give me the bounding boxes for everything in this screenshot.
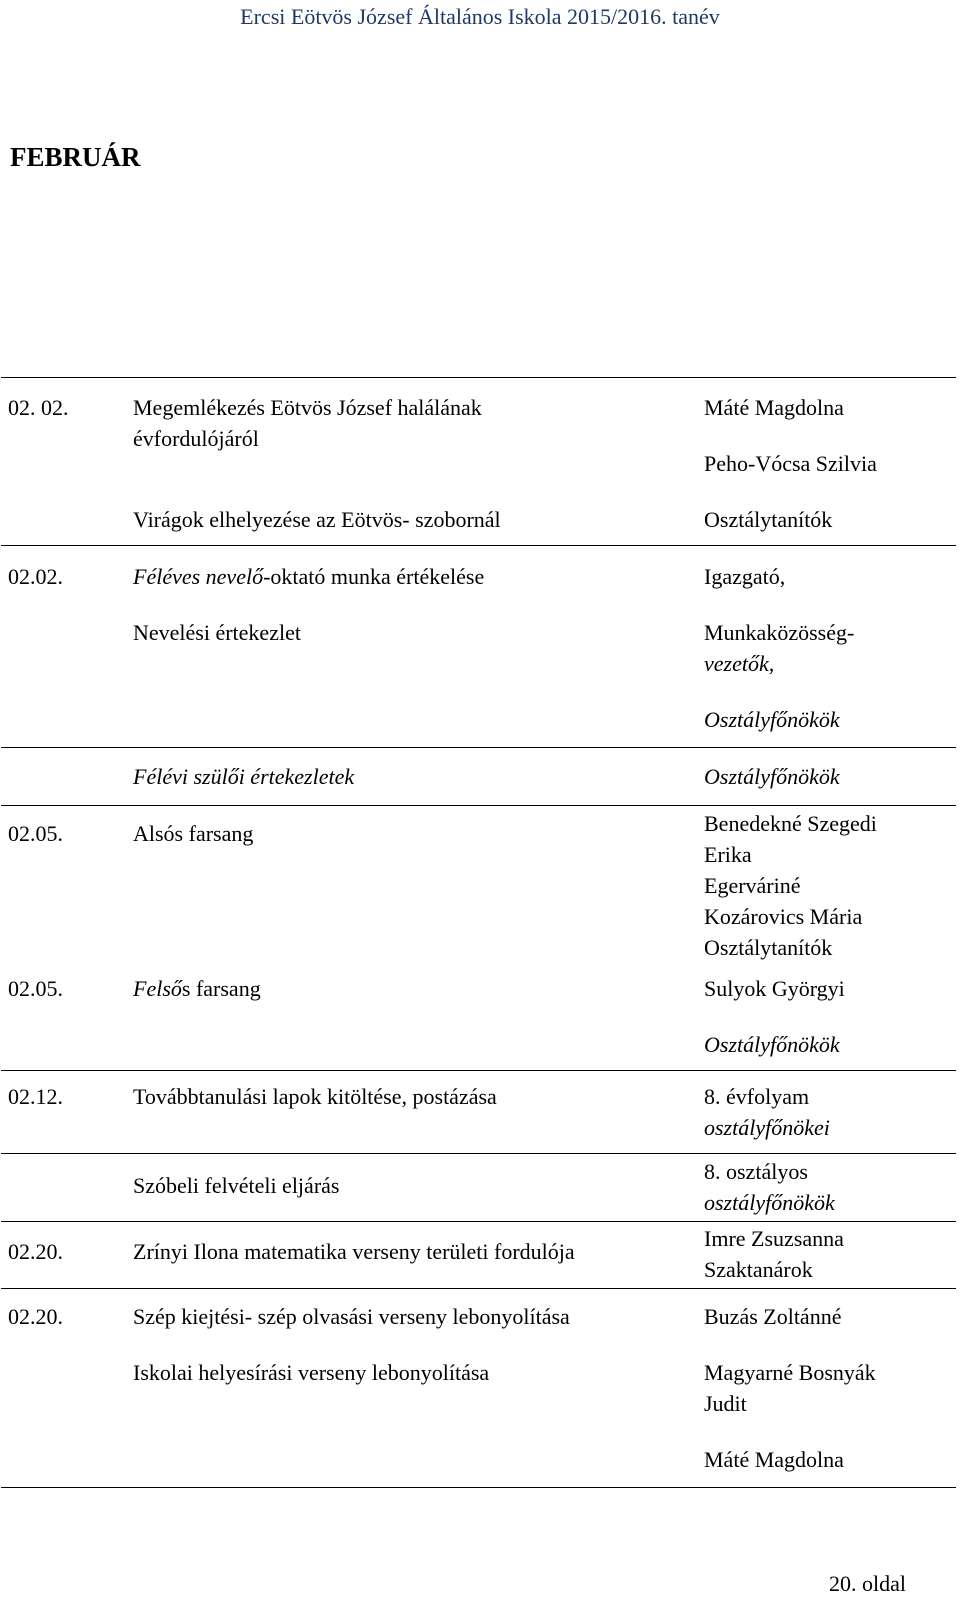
table-row — [1, 1222, 956, 1289]
date-cell — [1, 1289, 123, 1488]
event-text: Zrínyi Ilona matematika verseny területi fordulója — [133, 1239, 575, 1264]
date-cell — [1, 1071, 123, 1154]
date-cell — [1, 963, 123, 1071]
responsible-text: 8. osztályos — [704, 1159, 808, 1184]
table-row — [1, 748, 956, 806]
date-text: 02.05. — [8, 976, 63, 1001]
responsible-cell — [698, 378, 956, 480]
date-cell — [1, 378, 123, 480]
responsible-text: Igazgató, — [704, 564, 786, 589]
responsible-cell — [698, 748, 956, 806]
event-cell — [123, 546, 698, 748]
table-row — [1, 1289, 956, 1488]
event-text: évfordulójáról — [133, 426, 259, 451]
responsible-text: Benedekné Szegedi — [704, 811, 877, 836]
responsible-cell — [698, 963, 956, 1071]
responsible-text: Kozárovics Mária — [704, 904, 863, 929]
responsible-text: Imre Zsuzsanna — [704, 1226, 844, 1251]
date-cell — [1, 1222, 123, 1289]
event-text: Felsős farsang — [133, 976, 261, 1001]
event-cell — [123, 1289, 698, 1488]
event-text: Nevelési értekezlet — [133, 620, 301, 645]
table-row — [1, 1071, 956, 1154]
table-row — [1, 1154, 956, 1222]
responsible-cell — [698, 1071, 956, 1154]
responsible-text: 8. évfolyam — [704, 1084, 810, 1109]
responsible-text: Osztályfőnökök — [704, 707, 840, 732]
event-cell — [123, 963, 698, 1071]
responsible-text: Osztálytanítók — [704, 507, 833, 532]
event-cell — [123, 1071, 698, 1154]
responsible-text: Máté Magdolna — [704, 395, 844, 420]
event-text: Iskolai helyesírási verseny lebonyolítása — [133, 1360, 490, 1385]
table-row — [1, 963, 956, 1071]
event-text: Félévi szülői értekezletek — [133, 764, 355, 789]
responsible-cell — [698, 479, 956, 546]
responsible-text: Buzás Zoltánné — [704, 1304, 842, 1329]
date-cell — [1, 748, 123, 806]
page-header: Ercsi Eötvös József Általános Iskola 2015/2016. tanév — [240, 4, 720, 29]
responsible-text: osztályfőnökei — [704, 1115, 830, 1140]
responsible-cell — [698, 806, 956, 964]
responsible-text: Osztálytanítók — [704, 935, 833, 960]
responsible-cell — [698, 1154, 956, 1222]
date-cell — [1, 479, 123, 546]
event-cell — [123, 479, 698, 546]
responsible-text: Osztályfőnökök — [704, 1032, 840, 1057]
responsible-text: Sulyok Györgyi — [704, 976, 845, 1001]
date-cell — [1, 806, 123, 964]
responsible-text: Judit — [704, 1391, 747, 1416]
table-row — [1, 479, 956, 546]
responsible-text: Egerváriné — [704, 873, 801, 898]
event-text: Virágok elhelyezése az Eötvös- szobornál — [133, 507, 501, 532]
month-heading: FEBRUÁR — [10, 142, 141, 172]
event-text: Alsós farsang — [133, 821, 254, 846]
date-text: 02.20. — [8, 1304, 63, 1329]
date-text: 02. 02. — [8, 395, 69, 420]
event-text: Szóbeli felvételi eljárás — [133, 1173, 340, 1198]
responsible-text: Peho-Vócsa Szilvia — [704, 451, 877, 476]
table-row — [1, 546, 956, 748]
responsible-text: Máté Magdolna — [704, 1447, 844, 1472]
event-cell — [123, 1154, 698, 1222]
event-text: Szép kiejtési- szép olvasási verseny lebonyolítása — [133, 1304, 570, 1329]
date-cell — [1, 546, 123, 748]
responsible-text: osztályfőnökök — [704, 1190, 835, 1215]
date-text: 02.02. — [8, 564, 63, 589]
responsible-text: Munkaközösség- — [704, 620, 855, 645]
table-row — [1, 378, 956, 480]
event-cell — [123, 1222, 698, 1289]
responsible-text: Osztályfőnökök — [704, 764, 840, 789]
responsible-text: Erika — [704, 842, 752, 867]
page-number: 20. oldal — [829, 1571, 906, 1596]
event-cell — [123, 378, 698, 480]
event-text: Továbbtanulási lapok kitöltése, postázása — [133, 1084, 497, 1109]
event-text: Megemlékezés Eötvös József halálának — [133, 395, 482, 420]
responsible-cell — [698, 546, 956, 748]
event-cell — [123, 748, 698, 806]
date-text: 02.20. — [8, 1239, 63, 1264]
responsible-cell — [698, 1222, 956, 1289]
responsible-text: Magyarné Bosnyák — [704, 1360, 876, 1385]
event-text: Féléves nevelő-oktató munka értékelése — [133, 564, 485, 589]
table-row — [1, 806, 956, 964]
schedule-table — [1, 377, 956, 1488]
date-text: 02.12. — [8, 1084, 63, 1109]
responsible-text: Szaktanárok — [704, 1257, 813, 1282]
date-text: 02.05. — [8, 821, 63, 846]
responsible-cell — [698, 1289, 956, 1488]
event-cell — [123, 806, 698, 964]
date-cell — [1, 1154, 123, 1222]
responsible-text: vezetők, — [704, 651, 775, 676]
